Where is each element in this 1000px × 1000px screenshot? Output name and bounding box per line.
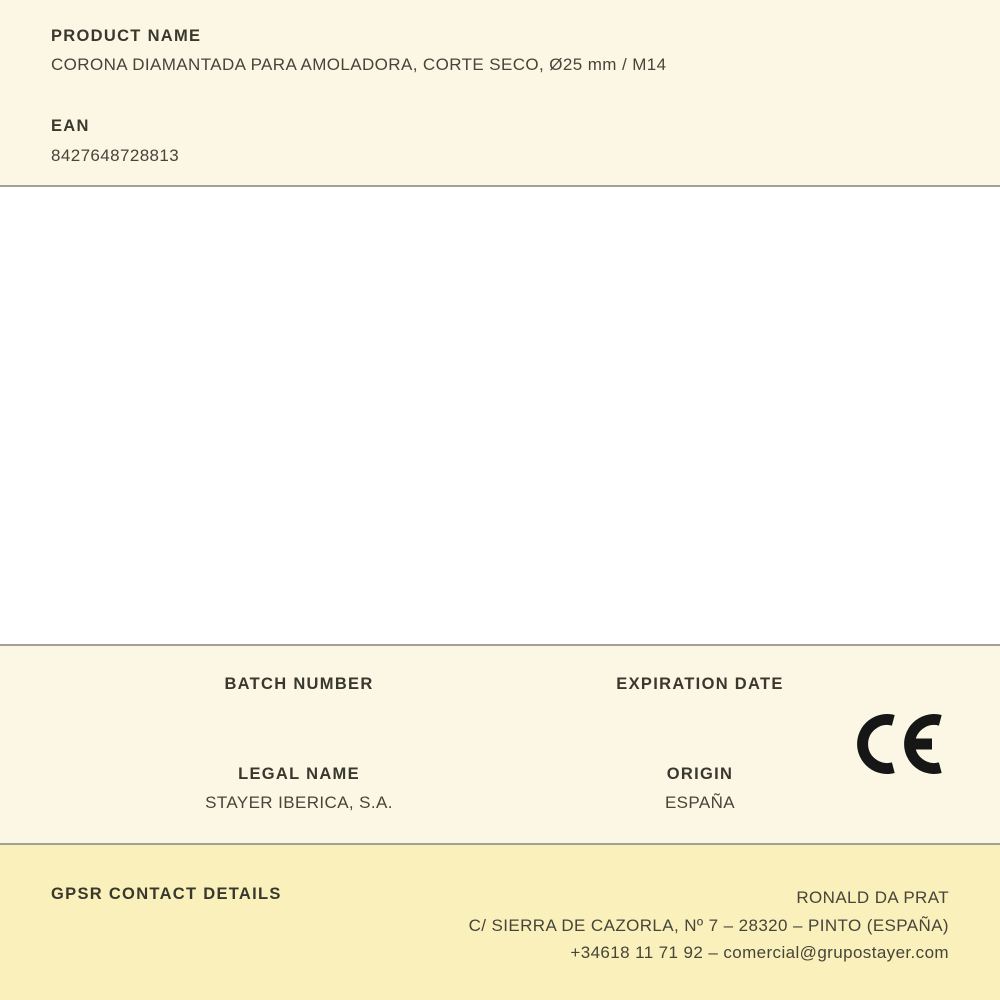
blank-area [0,187,1000,644]
ean-value: 8427648728813 [51,146,180,165]
gpsr-contact-block [249,884,949,967]
legal-name-label: LEGAL NAME [238,765,360,783]
gpsr-contact-label: GPSR CONTACT DETAILS [51,885,282,903]
expiration-date-label: EXPIRATION DATE [616,675,784,693]
batch-number-label: BATCH NUMBER [224,675,374,693]
origin-label: ORIGIN [666,765,734,783]
ce-mark-icon [857,712,943,776]
legal-name-value: STAYER IBERICA, S.A. [205,793,393,812]
ean-label: EAN [51,117,90,135]
product-name-value: CORONA DIAMANTADA PARA AMOLADORA, CORTE SECO, Ø25 mm / M14 [51,55,667,74]
origin-value: ESPAÑA [664,793,736,812]
gpsr-contact-phone-email: +34618 11 71 92 – comercial@grupostayer.com [570,943,949,963]
product-name-label: PRODUCT NAME [51,27,202,45]
gpsr-contact-address: C/ SIERRA DE CAZORLA, Nº 7 – 28320 – PINTO (ESPAÑA) [468,915,949,935]
gpsr-contact-name: RONALD DA PRAT [796,888,949,907]
